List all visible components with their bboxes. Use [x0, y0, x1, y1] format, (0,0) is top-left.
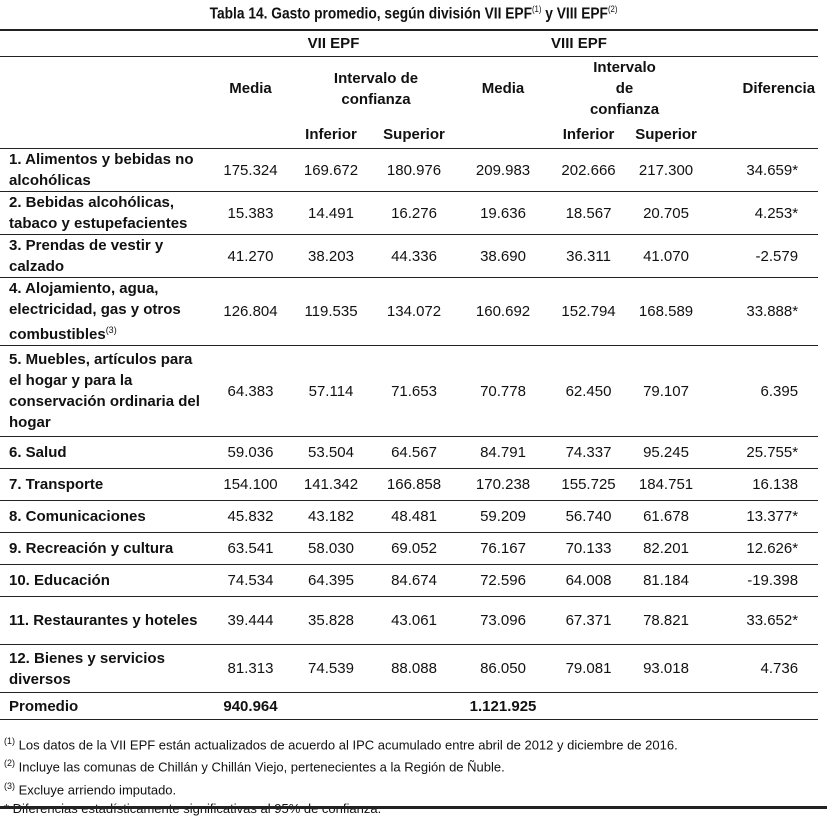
cell-viii-inf: 56.740: [547, 501, 630, 533]
header-vii-superior: Superior: [369, 120, 459, 149]
cell-viii-media: 38.690: [459, 235, 547, 278]
table-row: [0, 565, 818, 597]
cell-vii-sup: 88.088: [369, 645, 459, 693]
cell-dif: 33.888*: [702, 278, 818, 346]
cell-vii-sup: 166.858: [369, 469, 459, 501]
table-row: [0, 149, 818, 192]
cell-vii-inf: 35.828: [293, 597, 369, 645]
cell-vii-media: 41.270: [208, 235, 293, 278]
cell-dif: 34.659*: [702, 149, 818, 192]
cell-vii-inf: 53.504: [293, 437, 369, 469]
cell-vii-media: 39.444: [208, 597, 293, 645]
cell-dif: 6.395: [702, 346, 818, 437]
row-label: [0, 437, 208, 469]
cell-viii-sup: 61.678: [630, 501, 702, 533]
cell-vii-sup: 43.061: [369, 597, 459, 645]
header-vii-media: Media: [229, 80, 272, 97]
row-label: [0, 469, 208, 501]
footnote-text: Los datos de la VII EPF están actualizados de acuerdo al IPC acumulado entre abril de 2012 y diciembre de 2016.: [15, 737, 678, 753]
cell-viii-media: 59.209: [459, 501, 547, 533]
cell-viii-sup: 81.184: [630, 565, 702, 597]
cell-viii-inf: 74.337: [547, 437, 630, 469]
cell-dif: -19.398: [702, 565, 818, 597]
header-viii-inferior: Inferior: [547, 120, 630, 149]
footnote-text: Incluye las comunas de Chillán y Chillán Viejo, pertenecientes a la Región de Ñuble.: [15, 759, 505, 775]
cell-viii-sup: 41.070: [630, 235, 702, 278]
footnote: [4, 732, 822, 754]
footnote-marker: (3): [4, 780, 15, 791]
cell-vii-media: 81.313: [208, 645, 293, 693]
cell-dif: -2.579: [702, 235, 818, 278]
row-label-text: 11. Restaurantes y hoteles: [9, 612, 198, 629]
footnote-marker: (2): [4, 758, 15, 769]
footnote-text: Excluye arriendo imputado.: [15, 781, 177, 797]
total-vii-media: 940.964: [208, 693, 293, 720]
cell-vii-sup: 44.336: [369, 235, 459, 278]
title-footnote-marker-1: (1): [531, 4, 542, 14]
cell-dif: 13.377*: [702, 501, 818, 533]
expenditure-table: [0, 29, 818, 720]
table-row: [0, 533, 818, 565]
cell-viii-media: 73.096: [459, 597, 547, 645]
cell-vii-sup: 16.276: [369, 192, 459, 235]
cell-vii-inf: 38.203: [293, 235, 369, 278]
cell-vii-media: 15.383: [208, 192, 293, 235]
cell-viii-sup: 93.018: [630, 645, 702, 693]
header-vii-epf: VII EPF: [208, 30, 459, 57]
row-label-text: 6. Salud: [9, 444, 67, 461]
row-label: [0, 597, 208, 645]
cell-vii-media: 63.541: [208, 533, 293, 565]
cell-viii-media: 170.238: [459, 469, 547, 501]
table-row: [0, 437, 818, 469]
row-label: [0, 565, 208, 597]
cell-vii-media: 74.534: [208, 565, 293, 597]
row-label-text: 7. Transporte: [9, 476, 104, 493]
total-viii-media: 1.121.925: [459, 693, 547, 720]
title-text: Tabla 14. Gasto promedio, según división VII EPF: [209, 5, 532, 23]
cell-viii-sup: 20.705: [630, 192, 702, 235]
row-label-text: 8. Comunicaciones: [9, 508, 146, 525]
row-label: [0, 192, 208, 235]
row-label: [0, 149, 208, 192]
cell-vii-inf: 43.182: [293, 501, 369, 533]
cell-dif: 12.626*: [702, 533, 818, 565]
cell-vii-media: 154.100: [208, 469, 293, 501]
cell-viii-sup: 168.589: [630, 278, 702, 346]
cell-viii-sup: 184.751: [630, 469, 702, 501]
footnote-marker: (1): [4, 736, 15, 746]
cell-vii-media: 45.832: [208, 501, 293, 533]
cell-vii-sup: 134.072: [369, 278, 459, 346]
cell-viii-media: 86.050: [459, 645, 547, 693]
cell-viii-inf: 152.794: [547, 278, 630, 346]
table-row: [0, 278, 818, 346]
cell-viii-sup: 217.300: [630, 149, 702, 192]
header-viii-superior: Superior: [630, 120, 702, 149]
cell-viii-sup: 95.245: [630, 437, 702, 469]
cell-viii-inf: 67.371: [547, 597, 630, 645]
cell-dif: 4.736: [702, 645, 818, 693]
cell-viii-sup: 78.821: [630, 597, 702, 645]
header-row-groups: [0, 30, 818, 57]
row-label-text: 5. Muebles, artículos para el hogar y para la conservación ordinaria del hogar: [9, 351, 200, 431]
header-diferencia: Diferencia: [742, 80, 816, 97]
cell-vii-media: 175.324: [208, 149, 293, 192]
title-text-2: y VIII EPF: [541, 5, 608, 23]
row-label-text: 3. Prendas de vestir y calzado: [9, 237, 164, 275]
row-label: [0, 346, 208, 437]
cell-vii-sup: 69.052: [369, 533, 459, 565]
row-label: [0, 278, 208, 346]
header-row-sub: [0, 120, 818, 149]
cell-dif: 33.652*: [702, 597, 818, 645]
cell-vii-inf: 74.539: [293, 645, 369, 693]
cell-viii-inf: 36.311: [547, 235, 630, 278]
cell-vii-sup: 84.674: [369, 565, 459, 597]
row-label-text: 10. Educación: [9, 572, 110, 589]
table-row: [0, 346, 818, 437]
cell-dif: 4.253*: [702, 192, 818, 235]
table-row: [0, 645, 818, 693]
title-footnote-marker-2: (2): [607, 4, 618, 14]
header-vii-inferior: Inferior: [293, 120, 369, 149]
header-vii-intervalo: Intervalo de confianza: [333, 69, 419, 108]
cell-dif: 16.138: [702, 469, 818, 501]
row-label: [0, 533, 208, 565]
table-row: [0, 469, 818, 501]
table-row: [0, 501, 818, 533]
cell-viii-inf: 79.081: [547, 645, 630, 693]
cell-viii-inf: 18.567: [547, 192, 630, 235]
row-label-text: 1. Alimentos y bebidas no alcohólicas: [9, 151, 194, 189]
bottom-rule: [0, 806, 827, 809]
cell-viii-inf: 202.666: [547, 149, 630, 192]
cell-vii-sup: 71.653: [369, 346, 459, 437]
table-row: [0, 235, 818, 278]
row-label-text: 2. Bebidas alcohólicas, tabaco y estupefacientes: [9, 194, 188, 232]
cell-viii-media: 160.692: [459, 278, 547, 346]
footnote: [4, 777, 822, 799]
cell-dif: 25.755*: [702, 437, 818, 469]
cell-vii-inf: 57.114: [293, 346, 369, 437]
cell-vii-sup: 180.976: [369, 149, 459, 192]
table-body: [0, 149, 818, 693]
total-label: Promedio: [0, 693, 208, 720]
cell-viii-media: 19.636: [459, 192, 547, 235]
row-label-text: 9. Recreación y cultura: [9, 540, 174, 557]
row-label-footnote-marker: (3): [105, 325, 117, 335]
cell-vii-inf: 119.535: [293, 278, 369, 346]
cell-vii-sup: 64.567: [369, 437, 459, 469]
total-row: [0, 693, 818, 720]
row-label: [0, 501, 208, 533]
cell-viii-sup: 79.107: [630, 346, 702, 437]
cell-vii-inf: 64.395: [293, 565, 369, 597]
cell-vii-inf: 58.030: [293, 533, 369, 565]
cell-viii-inf: 70.133: [547, 533, 630, 565]
header-viii-epf: VIII EPF: [459, 30, 818, 57]
cell-vii-inf: 141.342: [293, 469, 369, 501]
header-viii-intervalo: Intervalo de confianza: [589, 59, 660, 118]
cell-viii-media: 209.983: [459, 149, 547, 192]
row-label-text: 4. Alojamiento, agua, electricidad, gas y otros combustibles: [9, 280, 181, 343]
cell-vii-inf: 169.672: [293, 149, 369, 192]
cell-viii-media: 70.778: [459, 346, 547, 437]
header-row-main: [0, 57, 818, 121]
cell-viii-inf: 62.450: [547, 346, 630, 437]
row-label-text: 12. Bienes y servicios diversos: [9, 649, 165, 688]
cell-vii-sup: 48.481: [369, 501, 459, 533]
header-viii-media: Media: [481, 80, 525, 97]
cell-viii-media: 76.167: [459, 533, 547, 565]
cell-viii-inf: 155.725: [547, 469, 630, 501]
cell-viii-media: 84.791: [459, 437, 547, 469]
table-row: [0, 597, 818, 645]
table-title: [58, 4, 769, 23]
row-label: [0, 235, 208, 278]
cell-viii-media: 72.596: [459, 565, 547, 597]
table-row: [0, 192, 818, 235]
footnote: [4, 754, 822, 776]
cell-vii-media: 64.383: [208, 346, 293, 437]
cell-viii-inf: 64.008: [547, 565, 630, 597]
row-label: [0, 645, 208, 693]
cell-vii-media: 126.804: [208, 278, 293, 346]
cell-vii-inf: 14.491: [293, 192, 369, 235]
cell-vii-media: 59.036: [208, 437, 293, 469]
cell-viii-sup: 82.201: [630, 533, 702, 565]
